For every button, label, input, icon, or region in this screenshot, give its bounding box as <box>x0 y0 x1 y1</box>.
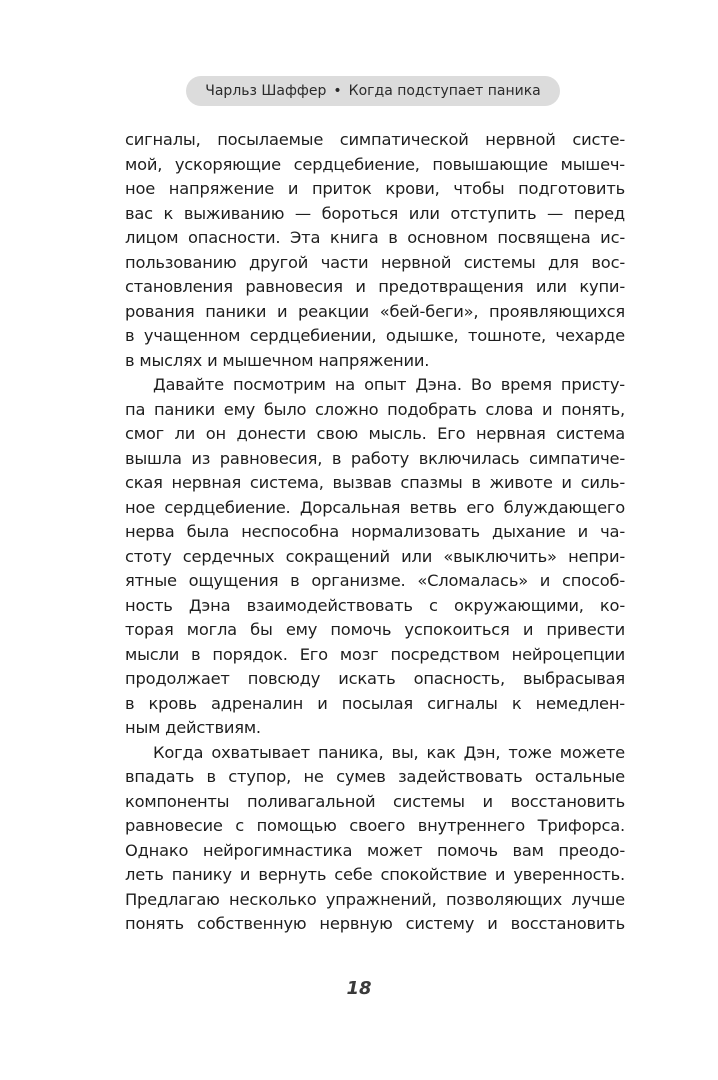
text-line: ное сердцебиение. Дорсальная ветвь его блуждающего <box>125 497 625 517</box>
text-line: торая могла бы ему помочь успокоиться и привести <box>125 620 625 639</box>
text-line: ное напряжение и приток крови, чтобы подготовить <box>125 179 625 198</box>
running-header <box>186 76 560 106</box>
text-line: компоненты поливагальной системы и восстановить <box>125 791 625 811</box>
text-line: мысли в порядок. Его мозг посредством нейроцепции <box>125 644 625 664</box>
paragraph <box>125 741 625 937</box>
body-text <box>125 128 625 937</box>
text-line: сигналы, посылаемые симпатической нервной систе- <box>125 130 625 149</box>
header-book-title: Когда подступает паника <box>348 83 541 99</box>
paragraph <box>125 128 625 373</box>
text-line: вышла из равновесия, в работу включилась симпатиче- <box>125 448 625 468</box>
text-line: равновесие с помощью своего внутреннего Трифорса. <box>125 816 625 835</box>
text-line: Предлагаю несколько упражнений, позволяющих лучше <box>125 889 625 909</box>
header-author: Чарльз Шаффер <box>205 83 327 99</box>
text-line: нерва была неспособна нормализовать дыхание и ча- <box>125 522 625 541</box>
page-number: 18 <box>346 978 372 999</box>
text-line: леть панику и вернуть себе спокойствие и уверенность. <box>125 865 625 884</box>
text-line: в кровь адреналин и посылая сигналы к немедлен- <box>125 693 625 713</box>
text-line: в учащенном сердцебиении, одышке, тошноте, чехарде <box>125 326 625 345</box>
text-line: Когда охватывает паника, вы, как Дэн, тоже можете <box>153 742 625 762</box>
text-line: ным действиям. <box>125 718 261 737</box>
text-line: продолжает повсюду искать опасность, выбрасывая <box>125 669 625 688</box>
text-line: мой, ускоряющие сердцебиение, повышающие мышеч- <box>125 154 625 174</box>
text-line: лицом опасности. Эта книга в основном посвящена ис- <box>125 228 625 247</box>
text-line: ность Дэна взаимодействовать с окружающими, ко- <box>125 595 625 615</box>
text-line: ятные ощущения в организме. «Сломалась» и способ- <box>125 571 625 590</box>
text-line: стоту сердечных сокращений или «выключить» непри- <box>125 546 625 566</box>
text-line: вас к выживанию — бороться или отступить — перед <box>125 203 625 223</box>
text-line: впадать в ступор, не сумев задействовать остальные <box>125 767 625 786</box>
text-line: в мыслях и мышечном напряжении. <box>125 350 430 370</box>
text-line: па паники ему было сложно подобрать слова и понять, <box>125 399 625 419</box>
paragraph <box>125 373 625 741</box>
text-line: становления равновесия и предотвращения или купи- <box>125 277 625 296</box>
text-line: рования паники и реакции «бей-беги», проявляющихся <box>125 301 625 321</box>
text-line: смог ли он донести свою мысль. Его нервная система <box>125 424 625 443</box>
header-separator: • <box>333 83 342 99</box>
text-line: пользованию другой части нервной системы для вос- <box>125 252 625 272</box>
text-line: Давайте посмотрим на опыт Дэна. Во время присту- <box>153 375 625 394</box>
text-line: понять собственную нервную систему и восстановить <box>125 914 625 933</box>
text-line: ская нервная система, вызвав спазмы в животе и силь- <box>125 473 625 492</box>
text-line: Однако нейрогимнастика может помочь вам преодо- <box>125 840 625 860</box>
